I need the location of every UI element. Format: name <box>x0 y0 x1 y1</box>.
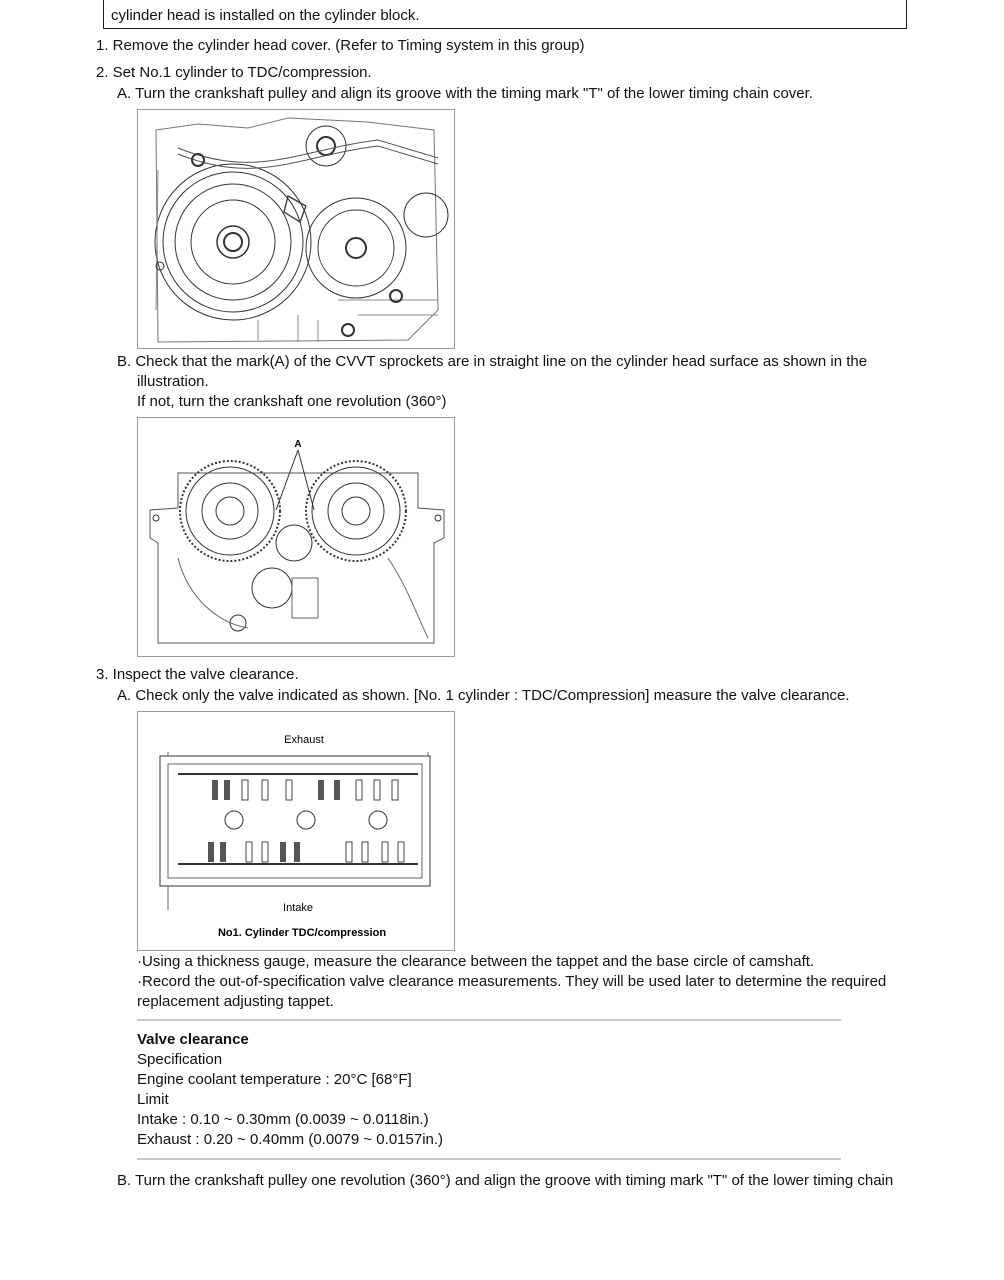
step-2b-line3: If not, turn the crankshaft one revolution (360°) <box>137 393 447 410</box>
exhaust-label: Exhaust <box>284 734 324 746</box>
step-2: 2. Set No.1 cylinder to TDC/compression. <box>96 64 372 81</box>
step-3b: B. Turn the crankshaft pulley one revolution (360°) and align the groove with timing mark "T" of the lower timing chain <box>117 1172 894 1189</box>
cvvt-sprockets-illustration <box>138 418 454 656</box>
spec-title: Valve clearance <box>137 1031 249 1048</box>
step-3: 3. Inspect the valve clearance. <box>96 666 299 683</box>
figure-caption: No1. Cylinder TDC/compression <box>217 927 387 939</box>
step-2b-line1: B. Check that the mark(A) of the CVVT sprockets are in straight line on the cylinder head surface as shown in the <box>117 353 868 370</box>
note-box <box>103 0 907 29</box>
valve-layout-illustration <box>138 712 454 950</box>
step-3a: A. Check only the valve indicated as shown. [No. 1 cylinder : TDC/Compression] measure the valve clearance. <box>117 687 850 704</box>
spec-line-4: Intake : 0.10 ~ 0.30mm (0.0039 ~ 0.0118in.) <box>137 1111 429 1128</box>
bullet-2-line2: replacement adjusting tappet. <box>137 993 334 1010</box>
step-1: 1. Remove the cylinder head cover. (Refer to Timing system in this group) <box>96 37 585 54</box>
cvvt-sprockets-figure <box>137 417 455 657</box>
spec-line-2: Engine coolant temperature : 20°C [68°F] <box>137 1071 412 1088</box>
step-2b-line2: illustration. <box>137 373 209 390</box>
crankshaft-pulley-illustration <box>138 110 454 348</box>
spec-top-divider <box>137 1019 841 1021</box>
intake-label: Intake <box>283 902 313 914</box>
bullet-2-line1: ·Record the out-of-specification valve clearance measurements. They will be used later to determine the required <box>137 973 887 990</box>
spec-line-1: Specification <box>137 1051 223 1068</box>
spec-bottom-divider <box>137 1158 841 1160</box>
spec-line-5: Exhaust : 0.20 ~ 0.40mm (0.0079 ~ 0.0157in.) <box>137 1131 444 1148</box>
note-text: cylinder head is installed on the cylinder block. <box>111 7 420 24</box>
sprocket-mark-label: A <box>294 439 302 450</box>
spec-line-3: Limit <box>137 1091 169 1108</box>
step-2a: A. Turn the crankshaft pulley and align its groove with the timing mark "T" of the lower timing chain cover. <box>117 85 813 102</box>
crankshaft-pulley-figure <box>137 109 455 349</box>
valve-layout-figure <box>137 711 455 951</box>
bullet-1: ·Using a thickness gauge, measure the clearance between the tappet and the base circle of camshaft. <box>137 953 815 970</box>
